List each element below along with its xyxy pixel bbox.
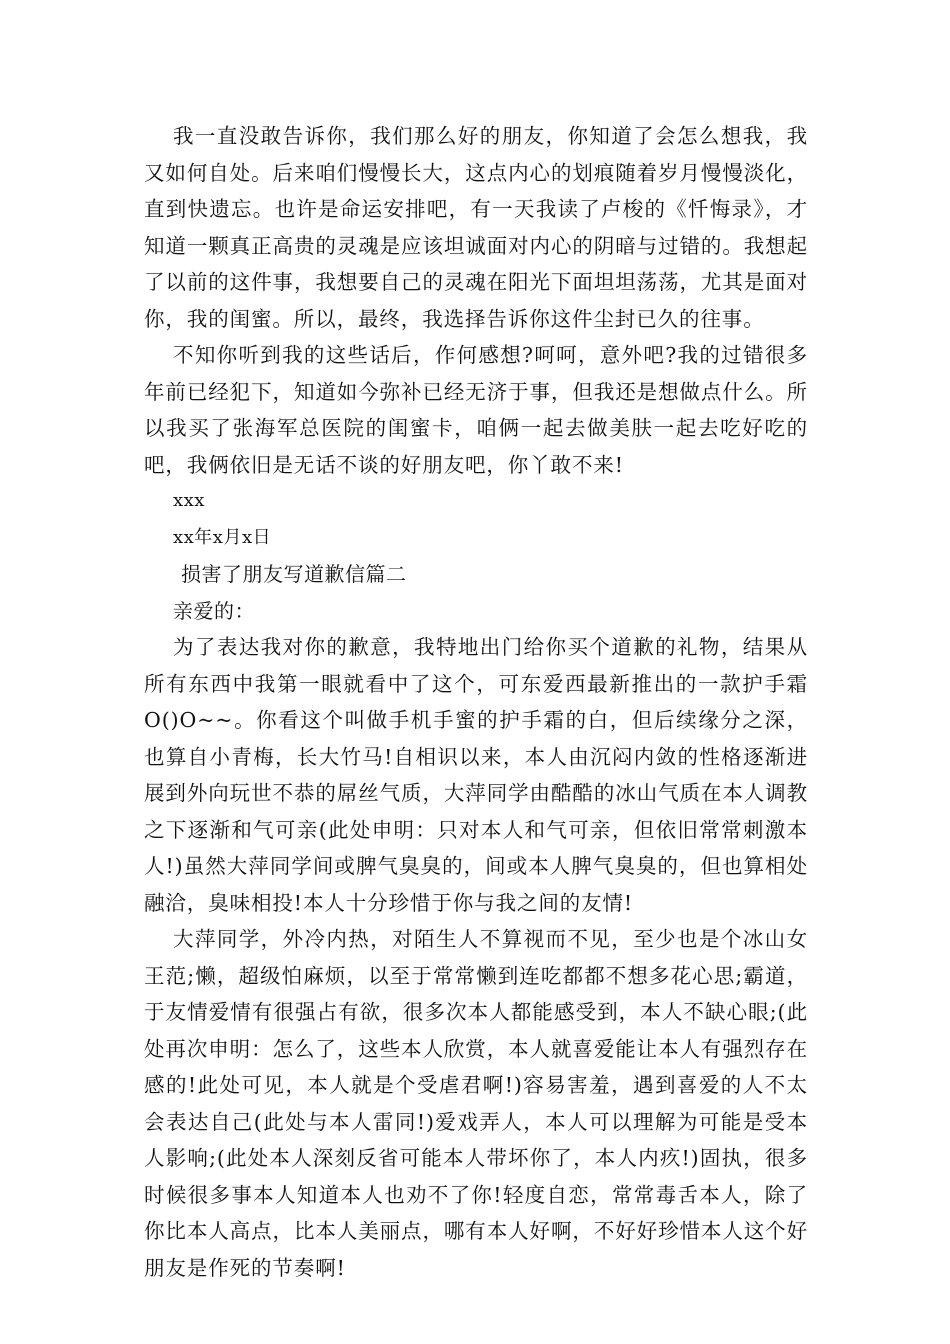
section-title: 损害了朋友写道歉信篇二	[181, 562, 407, 586]
paragraph: 我一直没敢告诉你，我们那么好的朋友，你知道了会怎么想我，我又如何自处。后来咱们慢慢长大，这点内心的划痕随着岁月慢慢淡化，直到快遗忘。也许是命运安排吧，有一天我读了卢梭的《忏悔录》，才知道一颗真正高贵的灵魂是应该坦诚面对内心的阴暗与过错的。我想起了以前的这件事，我想要自己的灵魂在阳光下面坦坦荡荡，尤其是面对你，我的闺蜜。所以，最终，我选择告诉你这件尘封已久的往事。	[144, 124, 808, 331]
document-page	[144, 118, 808, 1286]
paragraph: 不知你听到我的这些话后，作何感想?呵呵，意外吧?我的过错很多年前已经犯下，知道如今弥补已经无济于事，但我还是想做点什么。所以我买了张海军总医院的闺蜜卡，咱俩一起去做美肤一起去吃好吃的吧，我俩依旧是无话不谈的好朋友吧，你丫敢不来!	[144, 343, 808, 477]
salutation: 亲爱的：	[173, 598, 255, 623]
signature: xxx	[173, 490, 205, 511]
paragraph: 为了表达我对你的歉意，我特地出门给你买个道歉的礼物，结果从所有东西中我第一眼就看中了这个，可东爱西最新推出的一款护手霜O()O~~。你看这个叫做手机手蜜的护手霜的白，但后续缘分之深，也算自小青梅，长大竹马!自相识以来，本人由沉闷内敛的性格逐渐进展到外向玩世不恭的屌丝气质，大萍同学由酷酷的冰山气质在本人调教之下逐渐和气可亲(此处申明：只对本人和气可亲，但依旧常常刺激本人!)虽然大萍同学间或脾气臭臭的，间或本人脾气臭臭的，但也算相处融洽，臭味相投!本人十分珍惜于你与我之间的友情!	[144, 635, 808, 915]
date-line: xx年x月x日	[173, 526, 272, 548]
paragraph: 大萍同学，外冷内热，对陌生人不算视而不见，至少也是个冰山女王范;懒，超级怕麻烦，以至于常常懒到连吃都都不想多花心思;霸道，于友情爱情有很强占有欲，很多次本人都能感受到，本人不缺心眼;(此处再次申明：怎么了，这些本人欣赏，本人就喜爱能让本人有强烈存在感的!此处可见，本人就是个受虐君啊!)容易害羞，遇到喜爱的人不太会表达自己(此处与本人雷同!)爱戏弄人，本人可以理解为可能是受本人影响;(此处本人深刻反省可能本人带坏你了，本人内疚!)固执，很多时候很多事本人知道本人也劝不了你!轻度自恋，常常毒舌本人，除了你比本人高点，比本人美丽点，哪有本人好啊，不好好珍惜本人这个好朋友是作死的节奏啊!	[144, 927, 808, 1280]
